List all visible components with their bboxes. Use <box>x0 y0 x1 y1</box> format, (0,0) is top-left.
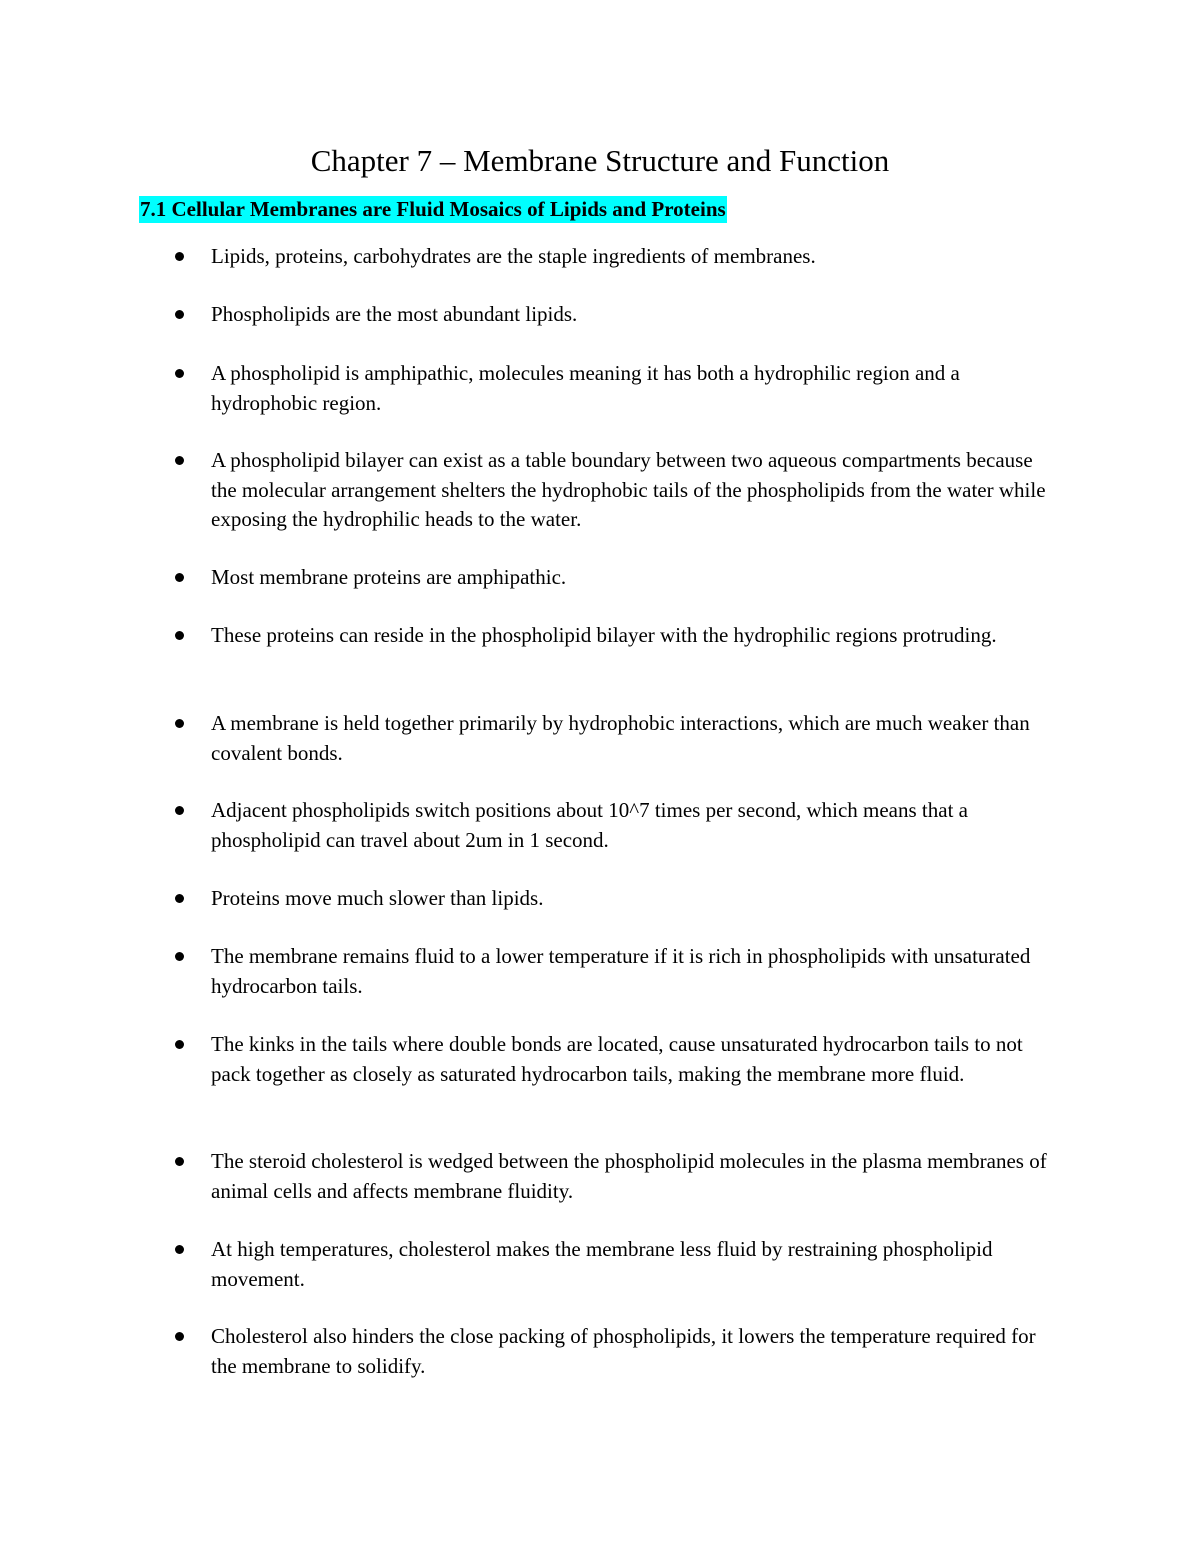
list-item-text: Cholesterol also hinders the close packing of phospholipids, it lowers the temperature required for the membrane to solidify. <box>211 1324 1036 1378</box>
list-item-text: At high temperatures, cholesterol makes the membrane less fluid by restraining phospholipid movement. <box>211 1237 993 1291</box>
list-item-text: The membrane remains fluid to a lower temperature if it is rich in phospholipids with unsaturated hydrocarbon tails. <box>211 944 1031 998</box>
list-item-text: The steroid cholesterol is wedged between the phospholipid molecules in the plasma membranes of animal cells and affects membrane fluidity. <box>211 1149 1047 1203</box>
bullet-icon <box>175 1245 184 1254</box>
list-item-text: Most membrane proteins are amphipathic. <box>211 565 567 589</box>
list-item-text: These proteins can reside in the phospholipid bilayer with the hydrophilic regions protruding. <box>211 623 997 647</box>
page-title: Chapter 7 – Membrane Structure and Function <box>310 143 890 178</box>
list-item-text: Phospholipids are the most abundant lipids. <box>211 302 578 326</box>
list-item-text: Proteins move much slower than lipids. <box>211 886 544 910</box>
bullet-icon <box>175 1157 184 1166</box>
section-heading-text: 7.1 Cellular Membranes are Fluid Mosaics of Lipids and Proteins <box>140 197 726 221</box>
bullet-icon <box>175 456 184 465</box>
bullet-icon <box>175 573 184 582</box>
bullet-icon <box>175 310 184 319</box>
bullet-icon <box>175 369 184 378</box>
list-item-text: A phospholipid is amphipathic, molecules meaning it has both a hydrophilic region and a hydrophobic region. <box>211 361 960 415</box>
bullet-icon <box>175 806 184 815</box>
list-item-text: The kinks in the tails where double bonds are located, cause unsaturated hydrocarbon tails to not pack together as closely as saturated hydrocarbon tails, making the membrane more fluid. <box>211 1032 1023 1086</box>
list-item-text: A membrane is held together primarily by hydrophobic interactions, which are much weaker than covalent bonds. <box>211 711 1030 765</box>
bullet-icon <box>175 1332 184 1341</box>
bullet-icon <box>175 631 184 640</box>
list-item-text: A phospholipid bilayer can exist as a table boundary between two aqueous compartments because the molecular arrangement shelters the hydrophobic tails of the phospholipids from the water while exposing the hydrophilic heads to the water. <box>211 448 1046 531</box>
bullet-icon <box>175 1040 184 1049</box>
list-item-text: Adjacent phospholipids switch positions about 10^7 times per second, which means that a phospholipid can travel about 2um in 1 second. <box>211 798 968 852</box>
bullet-icon <box>175 894 184 903</box>
bullet-icon <box>175 719 184 728</box>
bullet-icon <box>175 252 184 261</box>
list-item-text: Lipids, proteins, carbohydrates are the staple ingredients of membranes. <box>211 244 816 268</box>
section-heading <box>139 194 727 224</box>
bullet-icon <box>175 952 184 961</box>
